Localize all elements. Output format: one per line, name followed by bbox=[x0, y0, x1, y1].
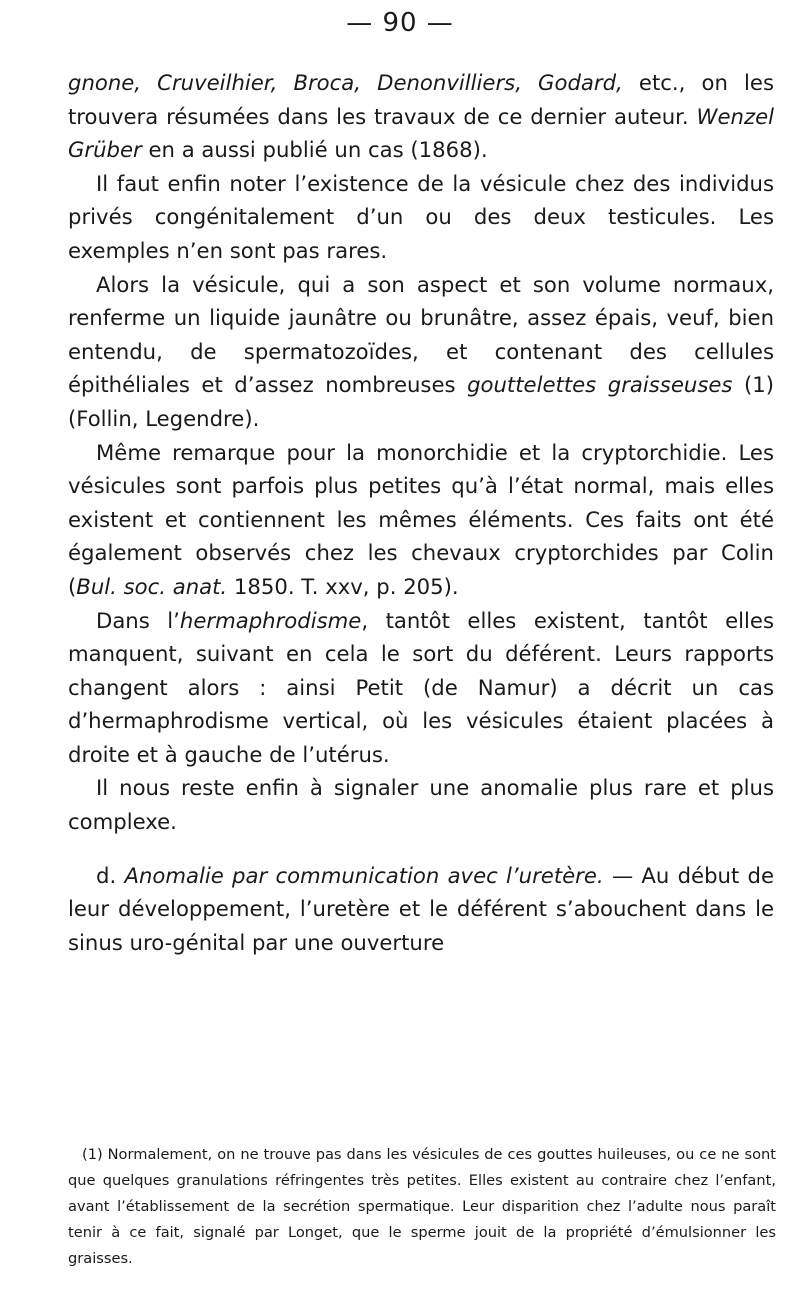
paragraph-6: Il nous reste enfin à signaler une anomalie plus rare et plus complexe. bbox=[68, 775, 774, 835]
paragraph-5-start: Dans l’ bbox=[96, 607, 180, 633]
paragraph-3-end: (1) (Follin, Legendre). bbox=[68, 372, 774, 431]
paragraph-4 bbox=[68, 436, 774, 604]
author-wenzel-gruber: Wenzel Grüber bbox=[68, 103, 774, 163]
section-text: — Au début de leur développement, l’uretère et le déférent s’abouchent dans le sinus uro-génital par une ouverture bbox=[68, 862, 775, 955]
paragraph-4-start: Même remarque pour la monorchidie et la cryptorchidie. Les vésicules sont parfois plus petites qu’à l’état normal, mais elles existent et contiennent les mêmes éléments. Ces faits ont été également observés chez les chevaux cryptorchides par Colin ( bbox=[68, 439, 774, 599]
paragraph-2: Il faut enfin noter l’existence de la vésicule chez des individus privés congénitalement d’un ou des deux testicules. Les exemples n’en sont pas rares. bbox=[68, 170, 774, 263]
footnotes bbox=[68, 1142, 776, 1272]
paragraph-5-italic: hermaphrodisme bbox=[179, 607, 362, 633]
page-number: — 90 — bbox=[346, 8, 454, 38]
paragraph-1-end: en a aussi publié un cas (1868). bbox=[141, 137, 488, 163]
paragraph-5 bbox=[68, 604, 774, 772]
journal-reference: Bul. soc. anat. bbox=[76, 573, 228, 599]
paragraph-5-end: , tantôt elles existent, tantôt elles manquent, suivant en cela le sort du déférent. Leurs rapports changent alors : ainsi Petit (de Namur) a décrit un cas d’hermaphrodisme vertical, où les vésicules étaient placées à droite et à gauche de l’utérus. bbox=[68, 607, 774, 767]
section-heading: Anomalie par communication avec l’uretère. bbox=[124, 862, 604, 888]
paragraph-3 bbox=[68, 268, 774, 436]
footnote-1: (1) Normalement, on ne trouve pas dans les vésicules de ces gouttes huileuses, ou ce ne sont que quelques granulations réfringentes très petites. Elles existent au contraire chez l’enfant, avant l’établissement de la secrétion spermatique. Leur disparition chez l’adulte nous paraît tenir à ce fait, signalé par Longet, que le sperme jouit de la propriété d’émulsionner les graisses. bbox=[68, 1146, 776, 1267]
section-d bbox=[68, 859, 774, 960]
paragraph-3-italic: gouttelettes graisseuses bbox=[467, 372, 733, 398]
body-text bbox=[68, 66, 774, 959]
paragraph-3-start: Alors la vésicule, qui a son aspect et son volume normaux, renferme un liquide jaunâtre ou brunâtre, assez épais, veuf, bien entendu, de spermatozoïdes, et contenant des cellules épithéliales et d’assez nombreuses bbox=[68, 271, 774, 398]
section-letter: d. bbox=[96, 862, 125, 888]
paragraph-4-end: 1850. T. xxv, p. 205). bbox=[227, 573, 459, 599]
paragraph-1 bbox=[68, 66, 774, 167]
cited-authors: gnone, Cruveilhier, Broca, Denonvilliers, Godard, bbox=[68, 70, 623, 95]
paragraph-1-text: etc., on les trouvera résumées dans les travaux de ce dernier auteur. bbox=[68, 70, 774, 129]
